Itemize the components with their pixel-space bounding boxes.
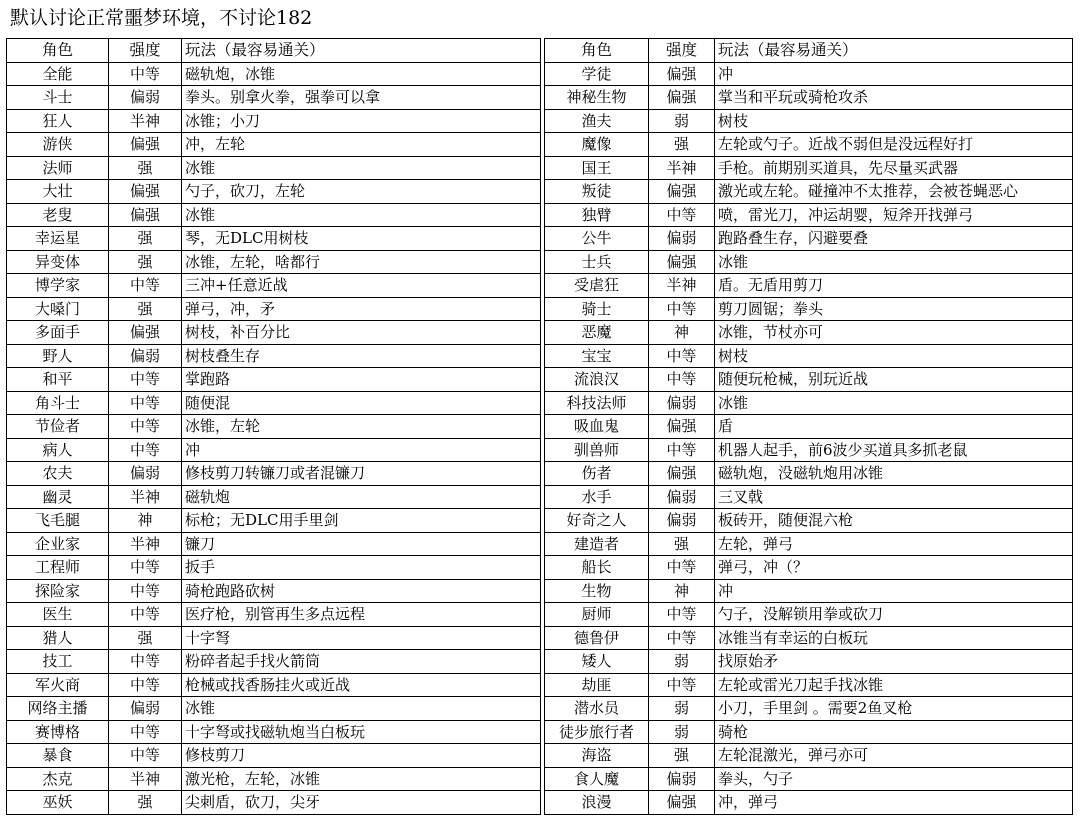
role-cell: 吸血鬼 <box>545 415 649 439</box>
role-cell: 技工 <box>7 650 109 674</box>
strength-cell: 强 <box>109 791 182 815</box>
table-row <box>7 556 1073 580</box>
table-row <box>7 650 1073 674</box>
strength-cell: 中等 <box>649 626 715 650</box>
role-cell: 杰克 <box>7 767 109 791</box>
strength-cell: 神 <box>649 321 715 345</box>
role-cell: 骑士 <box>545 297 649 321</box>
strength-cell: 半神 <box>109 532 182 556</box>
table-row <box>7 203 1073 227</box>
table-row <box>7 744 1073 768</box>
strength-cell: 偏强 <box>109 133 182 157</box>
role-cell: 幸运星 <box>7 227 109 251</box>
playstyle-cell: 冰锥；小刀 <box>182 109 541 133</box>
table-row <box>7 227 1073 251</box>
playstyle-cell: 机器人起手，前6波少买道具多抓老鼠 <box>715 438 1073 462</box>
table-row <box>7 626 1073 650</box>
table-row <box>7 767 1073 791</box>
strength-cell: 半神 <box>109 767 182 791</box>
page-title: 默认讨论正常噩梦环境，不讨论182 <box>10 7 313 29</box>
role-cell: 探险家 <box>7 579 109 603</box>
playstyle-cell: 磁轨炮 <box>182 485 541 509</box>
playstyle-cell: 冰锥当有幸运的白板玩 <box>715 626 1073 650</box>
table-row <box>7 438 1073 462</box>
strength-cell: 偏强 <box>649 462 715 486</box>
role-cell: 军火商 <box>7 673 109 697</box>
strength-cell: 偏强 <box>109 203 182 227</box>
strength-cell: 中等 <box>109 438 182 462</box>
playstyle-cell: 拳头。别拿火拳，强拳可以拿 <box>182 86 541 110</box>
strength-cell: 强 <box>109 626 182 650</box>
playstyle-cell: 冰锥 <box>715 250 1073 274</box>
role-cell: 士兵 <box>545 250 649 274</box>
strength-cell: 中等 <box>649 344 715 368</box>
strength-cell: 偏弱 <box>109 344 182 368</box>
strength-cell: 弱 <box>649 697 715 721</box>
role-cell: 流浪汉 <box>545 368 649 392</box>
table-row <box>7 156 1073 180</box>
table-row <box>7 509 1073 533</box>
table-row <box>7 321 1073 345</box>
role-cell: 叛徒 <box>545 180 649 204</box>
strength-cell: 中等 <box>109 62 182 86</box>
playstyle-cell: 树枝叠生存 <box>182 344 541 368</box>
playstyle-cell: 十字弩或找磁轨炮当白板玩 <box>182 720 541 744</box>
playstyle-cell: 左轮或雷光刀起手找冰锥 <box>715 673 1073 697</box>
playstyle-cell: 剪刀圆锯；拳头 <box>715 297 1073 321</box>
role-cell: 魔像 <box>545 133 649 157</box>
role-cell: 猎人 <box>7 626 109 650</box>
playstyle-cell: 左轮或勺子。近战不弱但是没远程好打 <box>715 133 1073 157</box>
strength-cell: 偏弱 <box>109 462 182 486</box>
playstyle-cell: 骑枪 <box>715 720 1073 744</box>
table-row <box>7 673 1073 697</box>
role-cell: 法师 <box>7 156 109 180</box>
header-role: 角色 <box>7 39 109 63</box>
playstyle-cell: 修枝剪刀 <box>182 744 541 768</box>
role-cell: 大嗓门 <box>7 297 109 321</box>
role-cell: 公牛 <box>545 227 649 251</box>
strength-cell: 中等 <box>649 297 715 321</box>
role-cell: 伤者 <box>545 462 649 486</box>
strength-cell: 偏弱 <box>109 697 182 721</box>
role-cell: 水手 <box>545 485 649 509</box>
playstyle-cell: 冰锥 <box>182 203 541 227</box>
playstyle-cell: 冲 <box>715 62 1073 86</box>
role-cell: 国王 <box>545 156 649 180</box>
role-cell: 和平 <box>7 368 109 392</box>
strength-cell: 中等 <box>109 579 182 603</box>
role-cell: 狂人 <box>7 109 109 133</box>
playstyle-cell: 随便混 <box>182 391 541 415</box>
table-row <box>7 62 1073 86</box>
strength-cell: 偏弱 <box>649 227 715 251</box>
role-cell: 厨师 <box>545 603 649 627</box>
role-cell: 暴食 <box>7 744 109 768</box>
playstyle-cell: 镰刀 <box>182 532 541 556</box>
playstyle-cell: 冲，左轮 <box>182 133 541 157</box>
strength-cell: 中等 <box>109 673 182 697</box>
playstyle-cell: 勺子，砍刀，左轮 <box>182 180 541 204</box>
header-role: 角色 <box>545 39 649 63</box>
role-cell: 浪漫 <box>545 791 649 815</box>
role-cell: 农夫 <box>7 462 109 486</box>
playstyle-cell: 勺子，没解锁用拳或砍刀 <box>715 603 1073 627</box>
strength-cell: 弱 <box>649 109 715 133</box>
playstyle-cell: 找原始矛 <box>715 650 1073 674</box>
strength-cell: 中等 <box>649 673 715 697</box>
playstyle-cell: 随便玩枪械，别玩近战 <box>715 368 1073 392</box>
table-row <box>7 250 1073 274</box>
playstyle-cell: 冰锥，左轮 <box>182 415 541 439</box>
role-cell: 食人魔 <box>545 767 649 791</box>
header-row <box>7 39 1073 63</box>
playstyle-cell: 骑枪跑路砍树 <box>182 579 541 603</box>
strength-cell: 偏弱 <box>649 391 715 415</box>
table-row <box>7 462 1073 486</box>
strength-cell: 偏弱 <box>649 767 715 791</box>
playstyle-cell: 医疗枪，别管再生多点远程 <box>182 603 541 627</box>
strength-cell: 偏弱 <box>649 485 715 509</box>
playstyle-cell: 盾。无盾用剪刀 <box>715 274 1073 298</box>
role-cell: 多面手 <box>7 321 109 345</box>
strength-cell: 半神 <box>109 109 182 133</box>
role-cell: 学徒 <box>545 62 649 86</box>
strength-cell: 偏强 <box>649 415 715 439</box>
strength-cell: 中等 <box>109 720 182 744</box>
playstyle-cell: 冰锥 <box>182 697 541 721</box>
role-cell: 受虐狂 <box>545 274 649 298</box>
role-cell: 斗士 <box>7 86 109 110</box>
table-row <box>7 109 1073 133</box>
role-cell: 独臂 <box>545 203 649 227</box>
role-cell: 异变体 <box>7 250 109 274</box>
strength-cell: 偏强 <box>649 250 715 274</box>
role-cell: 博学家 <box>7 274 109 298</box>
role-cell: 飞毛腿 <box>7 509 109 533</box>
header-playstyle: 玩法（最容易通关） <box>182 39 541 63</box>
strength-cell: 强 <box>109 297 182 321</box>
role-cell: 工程师 <box>7 556 109 580</box>
playstyle-cell: 左轮，弹弓 <box>715 532 1073 556</box>
role-cell: 德鲁伊 <box>545 626 649 650</box>
role-cell: 好奇之人 <box>545 509 649 533</box>
strength-cell: 偏强 <box>109 180 182 204</box>
strength-cell: 强 <box>109 227 182 251</box>
header-strength: 强度 <box>109 39 182 63</box>
table-row <box>7 720 1073 744</box>
character-table <box>6 38 1073 815</box>
role-cell: 科技法师 <box>545 391 649 415</box>
strength-cell: 强 <box>649 133 715 157</box>
role-cell: 老叟 <box>7 203 109 227</box>
role-cell: 矮人 <box>545 650 649 674</box>
header-playstyle: 玩法（最容易通关） <box>715 39 1073 63</box>
strength-cell: 中等 <box>649 368 715 392</box>
strength-cell: 中等 <box>109 274 182 298</box>
playstyle-cell: 小刀，手里剑 。需要2鱼叉枪 <box>715 697 1073 721</box>
strength-cell: 偏强 <box>649 180 715 204</box>
strength-cell: 偏强 <box>649 62 715 86</box>
role-cell: 劫匪 <box>545 673 649 697</box>
role-cell: 赛博格 <box>7 720 109 744</box>
role-cell: 医生 <box>7 603 109 627</box>
strength-cell: 半神 <box>649 274 715 298</box>
strength-cell: 中等 <box>649 203 715 227</box>
role-cell: 企业家 <box>7 532 109 556</box>
playstyle-cell: 三叉戟 <box>715 485 1073 509</box>
strength-cell: 中等 <box>109 744 182 768</box>
table-row <box>7 86 1073 110</box>
role-cell: 生物 <box>545 579 649 603</box>
playstyle-cell: 冲，弹弓 <box>715 791 1073 815</box>
strength-cell: 中等 <box>109 603 182 627</box>
playstyle-cell: 冰锥，左轮，啥都行 <box>182 250 541 274</box>
table-row <box>7 603 1073 627</box>
role-cell: 驯兽师 <box>545 438 649 462</box>
strength-cell: 中等 <box>109 391 182 415</box>
table-row <box>7 274 1073 298</box>
role-cell: 全能 <box>7 62 109 86</box>
playstyle-cell: 喷，雷光刀，冲运胡婴，短斧开找弹弓 <box>715 203 1073 227</box>
role-cell: 网络主播 <box>7 697 109 721</box>
strength-cell: 强 <box>109 250 182 274</box>
strength-cell: 中等 <box>109 368 182 392</box>
table-row <box>7 344 1073 368</box>
role-cell: 建造者 <box>545 532 649 556</box>
role-cell: 角斗士 <box>7 391 109 415</box>
playstyle-cell: 粉碎者起手找火箭筒 <box>182 650 541 674</box>
role-cell: 神秘生物 <box>545 86 649 110</box>
playstyle-cell: 弹弓，冲，矛 <box>182 297 541 321</box>
playstyle-cell: 树枝 <box>715 344 1073 368</box>
strength-cell: 强 <box>649 532 715 556</box>
strength-cell: 弱 <box>649 650 715 674</box>
playstyle-cell: 拳头，勺子 <box>715 767 1073 791</box>
playstyle-cell: 树枝 <box>715 109 1073 133</box>
playstyle-cell: 跑路叠生存，闪避要叠 <box>715 227 1073 251</box>
playstyle-cell: 十字弩 <box>182 626 541 650</box>
playstyle-cell: 激光枪，左轮，冰锥 <box>182 767 541 791</box>
strength-cell: 偏弱 <box>649 509 715 533</box>
strength-cell: 偏强 <box>649 791 715 815</box>
strength-cell: 半神 <box>649 156 715 180</box>
strength-cell: 中等 <box>109 415 182 439</box>
playstyle-cell: 树枝，补百分比 <box>182 321 541 345</box>
playstyle-cell: 板砖开，随便混六枪 <box>715 509 1073 533</box>
table-body <box>7 62 1073 814</box>
playstyle-cell: 激光或左轮。碰撞冲不太推荐，会被苍蝇恶心 <box>715 180 1073 204</box>
playstyle-cell: 弹弓，冲（？ <box>715 556 1073 580</box>
strength-cell: 半神 <box>109 485 182 509</box>
playstyle-cell: 扳手 <box>182 556 541 580</box>
role-cell: 病人 <box>7 438 109 462</box>
playstyle-cell: 冲 <box>715 579 1073 603</box>
role-cell: 巫妖 <box>7 791 109 815</box>
role-cell: 徒步旅行者 <box>545 720 649 744</box>
table-row <box>7 791 1073 815</box>
strength-cell: 弱 <box>649 720 715 744</box>
playstyle-cell: 尖刺盾，砍刀，尖牙 <box>182 791 541 815</box>
strength-cell: 中等 <box>649 438 715 462</box>
playstyle-cell: 冲 <box>182 438 541 462</box>
strength-cell: 中等 <box>109 556 182 580</box>
role-cell: 海盗 <box>545 744 649 768</box>
role-cell: 大壮 <box>7 180 109 204</box>
table-row <box>7 368 1073 392</box>
playstyle-cell: 磁轨炮，没磁轨炮用冰锥 <box>715 462 1073 486</box>
playstyle-cell: 左轮混激光，弹弓亦可 <box>715 744 1073 768</box>
strength-cell: 神 <box>109 509 182 533</box>
strength-cell: 强 <box>649 744 715 768</box>
table-row <box>7 579 1073 603</box>
role-cell: 渔夫 <box>545 109 649 133</box>
table-row <box>7 391 1073 415</box>
strength-cell: 偏强 <box>109 321 182 345</box>
table-row <box>7 485 1073 509</box>
strength-cell: 中等 <box>649 603 715 627</box>
table-row <box>7 532 1073 556</box>
role-cell: 宝宝 <box>545 344 649 368</box>
playstyle-cell: 掌当和平玩或骑枪攻杀 <box>715 86 1073 110</box>
role-cell: 节俭者 <box>7 415 109 439</box>
playstyle-cell: 冰锥 <box>182 156 541 180</box>
playstyle-cell: 枪械或找香肠挂火或近战 <box>182 673 541 697</box>
strength-cell: 中等 <box>109 650 182 674</box>
role-cell: 幽灵 <box>7 485 109 509</box>
role-cell: 船长 <box>545 556 649 580</box>
playstyle-cell: 冰锥 <box>715 391 1073 415</box>
table-row <box>7 697 1073 721</box>
playstyle-cell: 磁轨炮，冰锥 <box>182 62 541 86</box>
playstyle-cell: 盾 <box>715 415 1073 439</box>
playstyle-cell: 标枪；无DLC用手里剑 <box>182 509 541 533</box>
strength-cell: 偏弱 <box>109 86 182 110</box>
header-strength: 强度 <box>649 39 715 63</box>
playstyle-cell: 手枪。前期别买道具，先尽量买武器 <box>715 156 1073 180</box>
strength-cell: 偏强 <box>649 86 715 110</box>
strength-cell: 强 <box>109 156 182 180</box>
strength-cell: 神 <box>649 579 715 603</box>
table-row <box>7 297 1073 321</box>
playstyle-cell: 琴，无DLC用树枝 <box>182 227 541 251</box>
playstyle-cell: 掌跑路 <box>182 368 541 392</box>
table-row <box>7 133 1073 157</box>
table-row <box>7 415 1073 439</box>
strength-cell: 中等 <box>649 556 715 580</box>
playstyle-cell: 三冲+任意近战 <box>182 274 541 298</box>
role-cell: 野人 <box>7 344 109 368</box>
role-cell: 游侠 <box>7 133 109 157</box>
playstyle-cell: 冰锥，节杖亦可 <box>715 321 1073 345</box>
role-cell: 恶魔 <box>545 321 649 345</box>
table-row <box>7 180 1073 204</box>
role-cell: 潜水员 <box>545 697 649 721</box>
playstyle-cell: 修枝剪刀转镰刀或者混镰刀 <box>182 462 541 486</box>
